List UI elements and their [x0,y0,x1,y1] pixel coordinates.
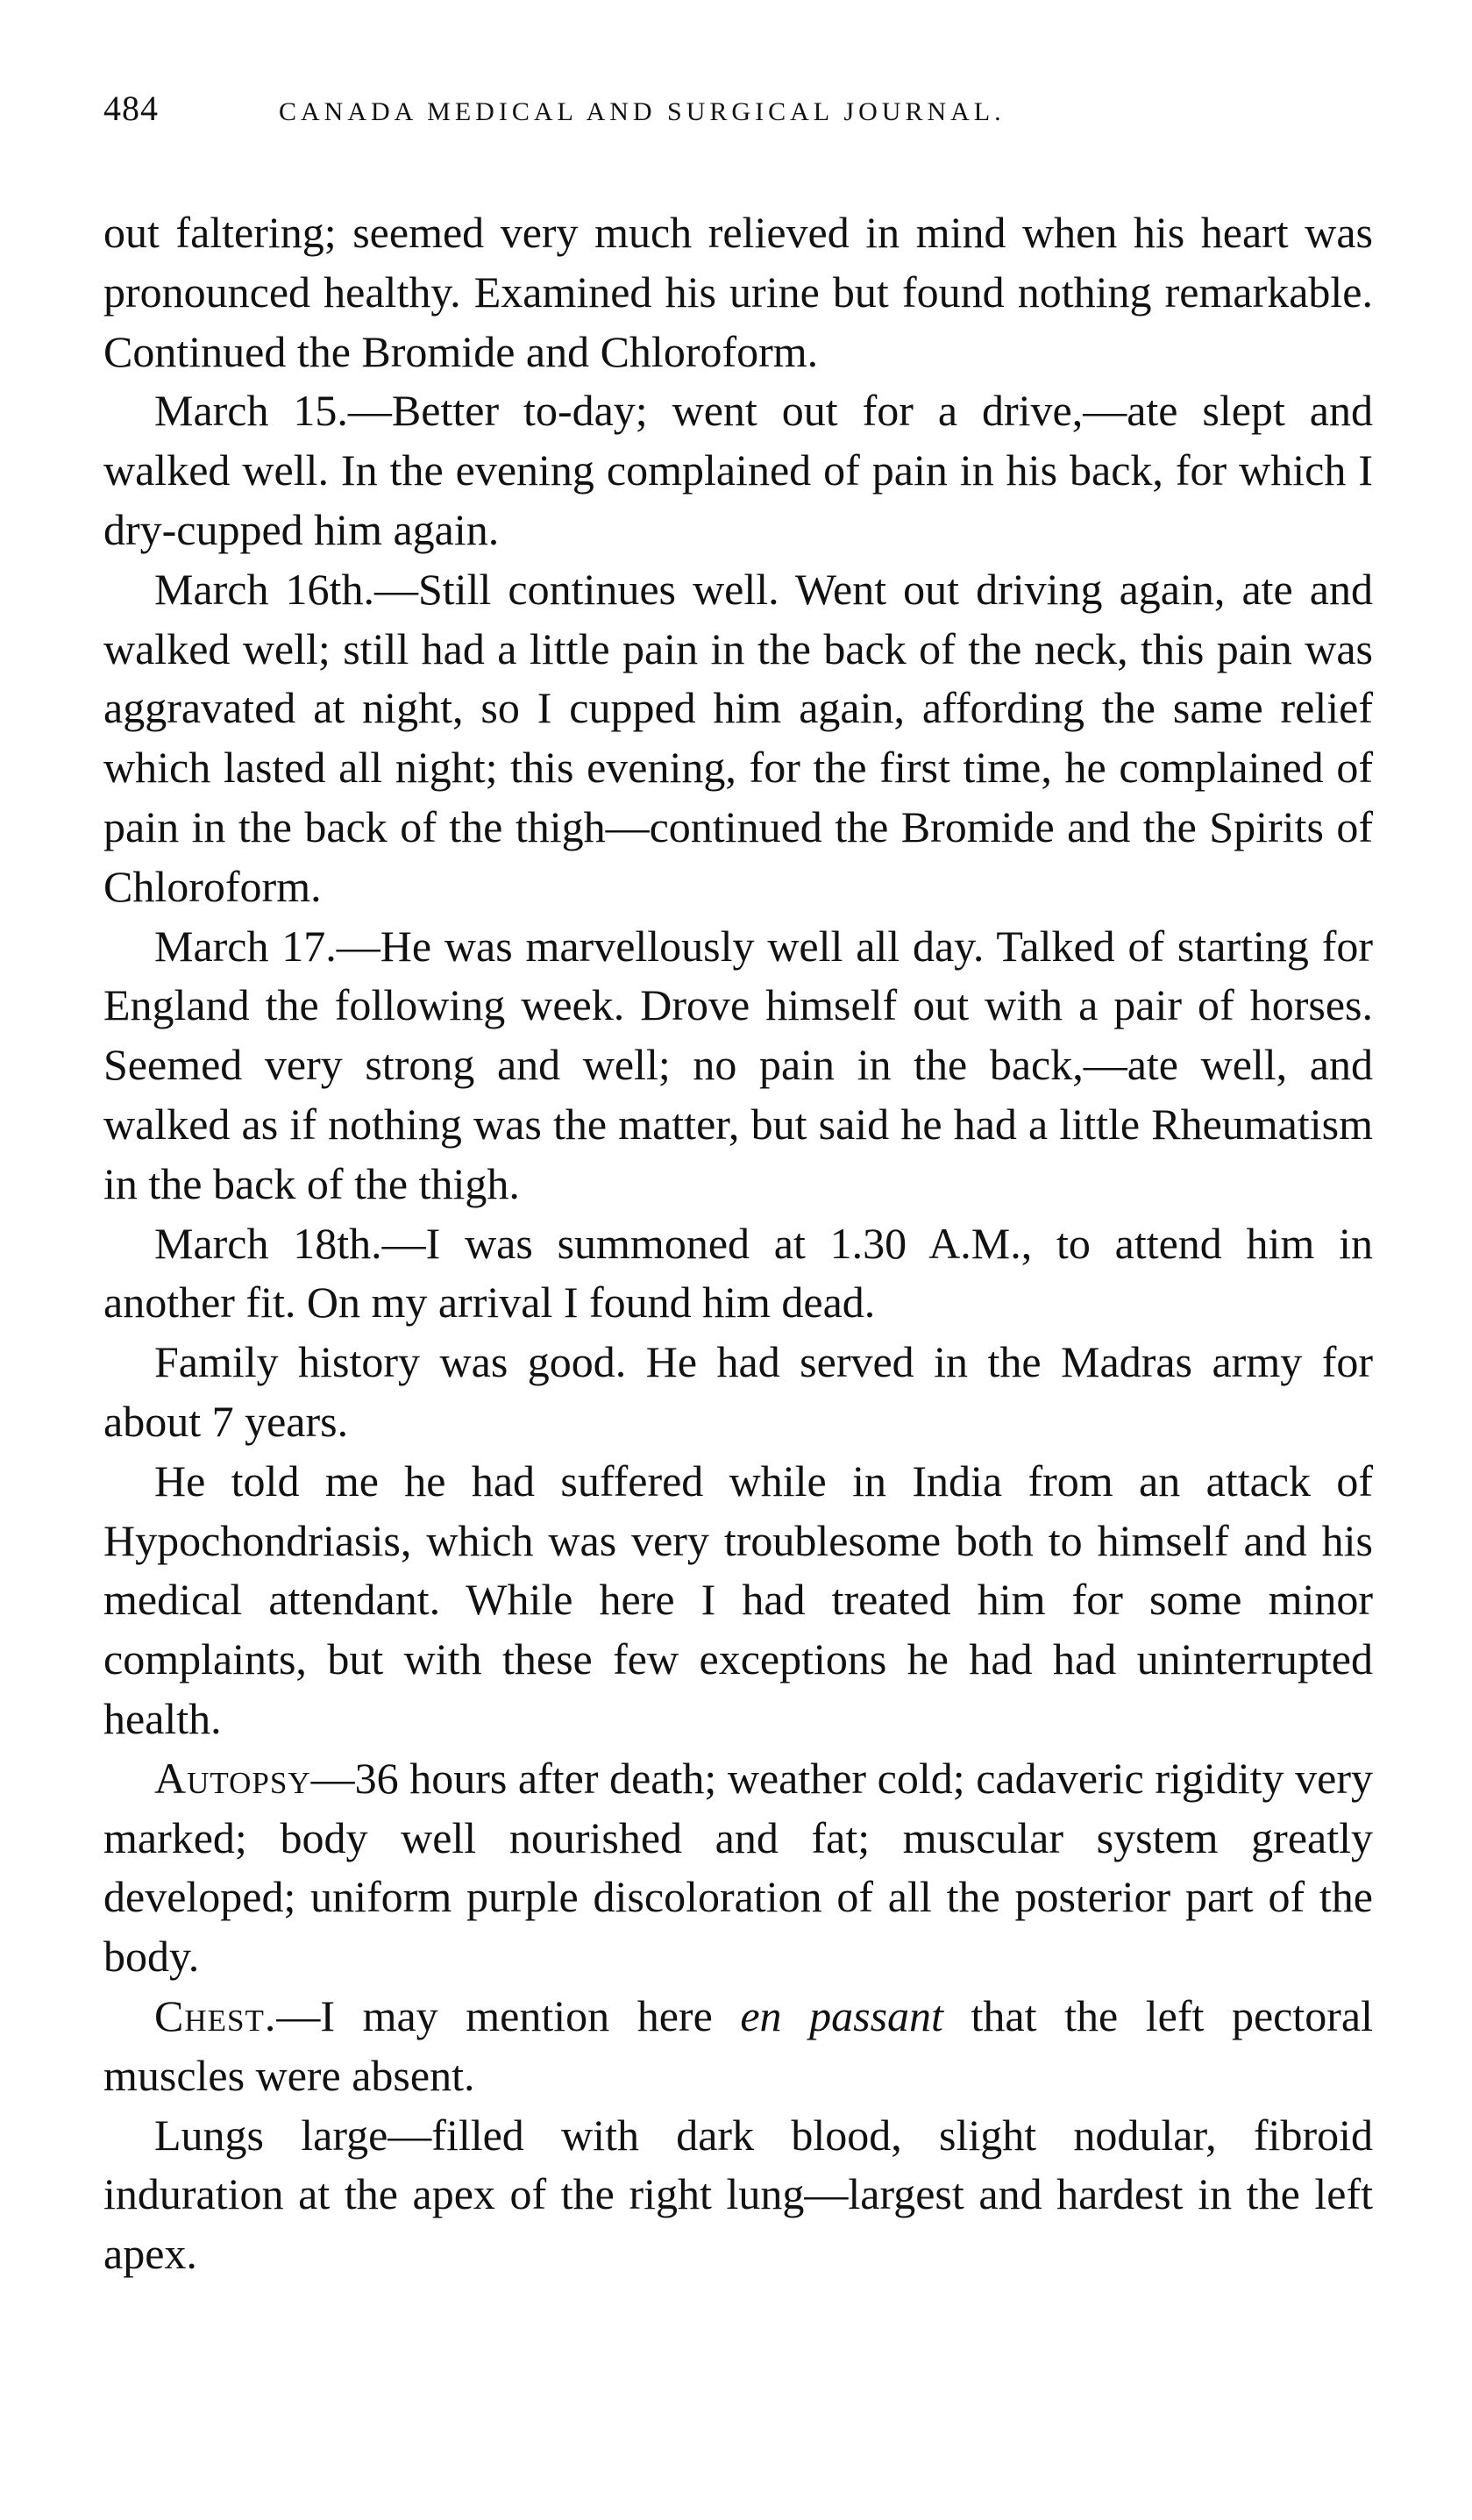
chest-heading: Chest. [154,1990,277,2040]
paragraph-text: Family history was good. He had served in the Madras army for about 7 years. [103,1337,1373,1446]
paragraph-march-18 [103,1214,1373,1334]
page-number: 484 [103,89,159,128]
paragraph-chest [103,1987,1373,2106]
paragraph-text: March 15.—Better to-day; went out for a drive,—ate slept and walked well. In the evening complained of pain in his back, for which I dry-cupped him again. [103,386,1373,554]
paragraph-lungs [103,2106,1373,2284]
paragraph-text: March 18th.—I was summoned at 1.30 A.M., to attend him in another fit. On my arrival I found him dead. [103,1218,1373,1328]
autopsy-heading: Autopsy [154,1753,311,1803]
paragraph-march-15 [103,381,1373,559]
paragraph-march-16 [103,560,1373,917]
article-body [103,203,1373,2284]
paragraph-text: that the left pectoral muscles were absent. [103,1990,1374,2100]
paragraph-text: —36 hours after death; weather cold; cadaveric rigidity very marked; body well nourished and fat; muscular system greatly developed; uniform purple discoloration of all the posterior part of the body. [103,1753,1373,1982]
italic-phrase: en passant [740,1990,943,2040]
paragraph-medical-history [103,1452,1373,1749]
paragraph-text: out faltering; seemed very much relieved in mind when his heart was pronounced healthy. Examined his urine but found nothing remarkable. Continued the Bromide and Chloroform. [103,208,1373,376]
paragraph-continuation [103,203,1373,381]
paragraph-text: March 17.—He was marvellously well all day. Talked of starting for England the following week. Drove himself out with a pair of horses. Seemed very strong and well; no pain in the back,—ate well, and walked as if nothing was the matter, but said he had a little Rheumatism in the back of the thigh. [103,921,1373,1208]
page-header [103,88,1373,151]
paragraph-march-17 [103,917,1373,1214]
paragraph-family-history [103,1333,1373,1452]
paragraph-text: March 16th.—Still continues well. Went out driving again, ate and walked well; still had a little pain in the back of the neck, this pain was aggravated at night, so I cupped him again, affording the same relief which lasted all night; this evening, for the first time, he complained of pain in the back of the thigh—continued the Bromide and the Spirits of Chloroform. [103,564,1373,911]
paragraph-text: He told me he had suffered while in India from an attack of Hypochondriasis, which was very troublesome both to himself and his medical attendant. While here I had treated him for some minor complaints, but with these few exceptions he had had uninterrupted health. [103,1456,1373,1743]
paragraph-text: Lungs large—filled with dark blood, slight nodular, fibroid induration at the apex of the right lung—largest and hardest in the left apex. [103,2110,1373,2279]
paragraph-text: —I may mention here [276,1990,741,2040]
running-head: CANADA MEDICAL AND SURGICAL JOURNAL. [279,97,1006,126]
page [103,88,1373,2284]
paragraph-autopsy [103,1749,1373,1987]
